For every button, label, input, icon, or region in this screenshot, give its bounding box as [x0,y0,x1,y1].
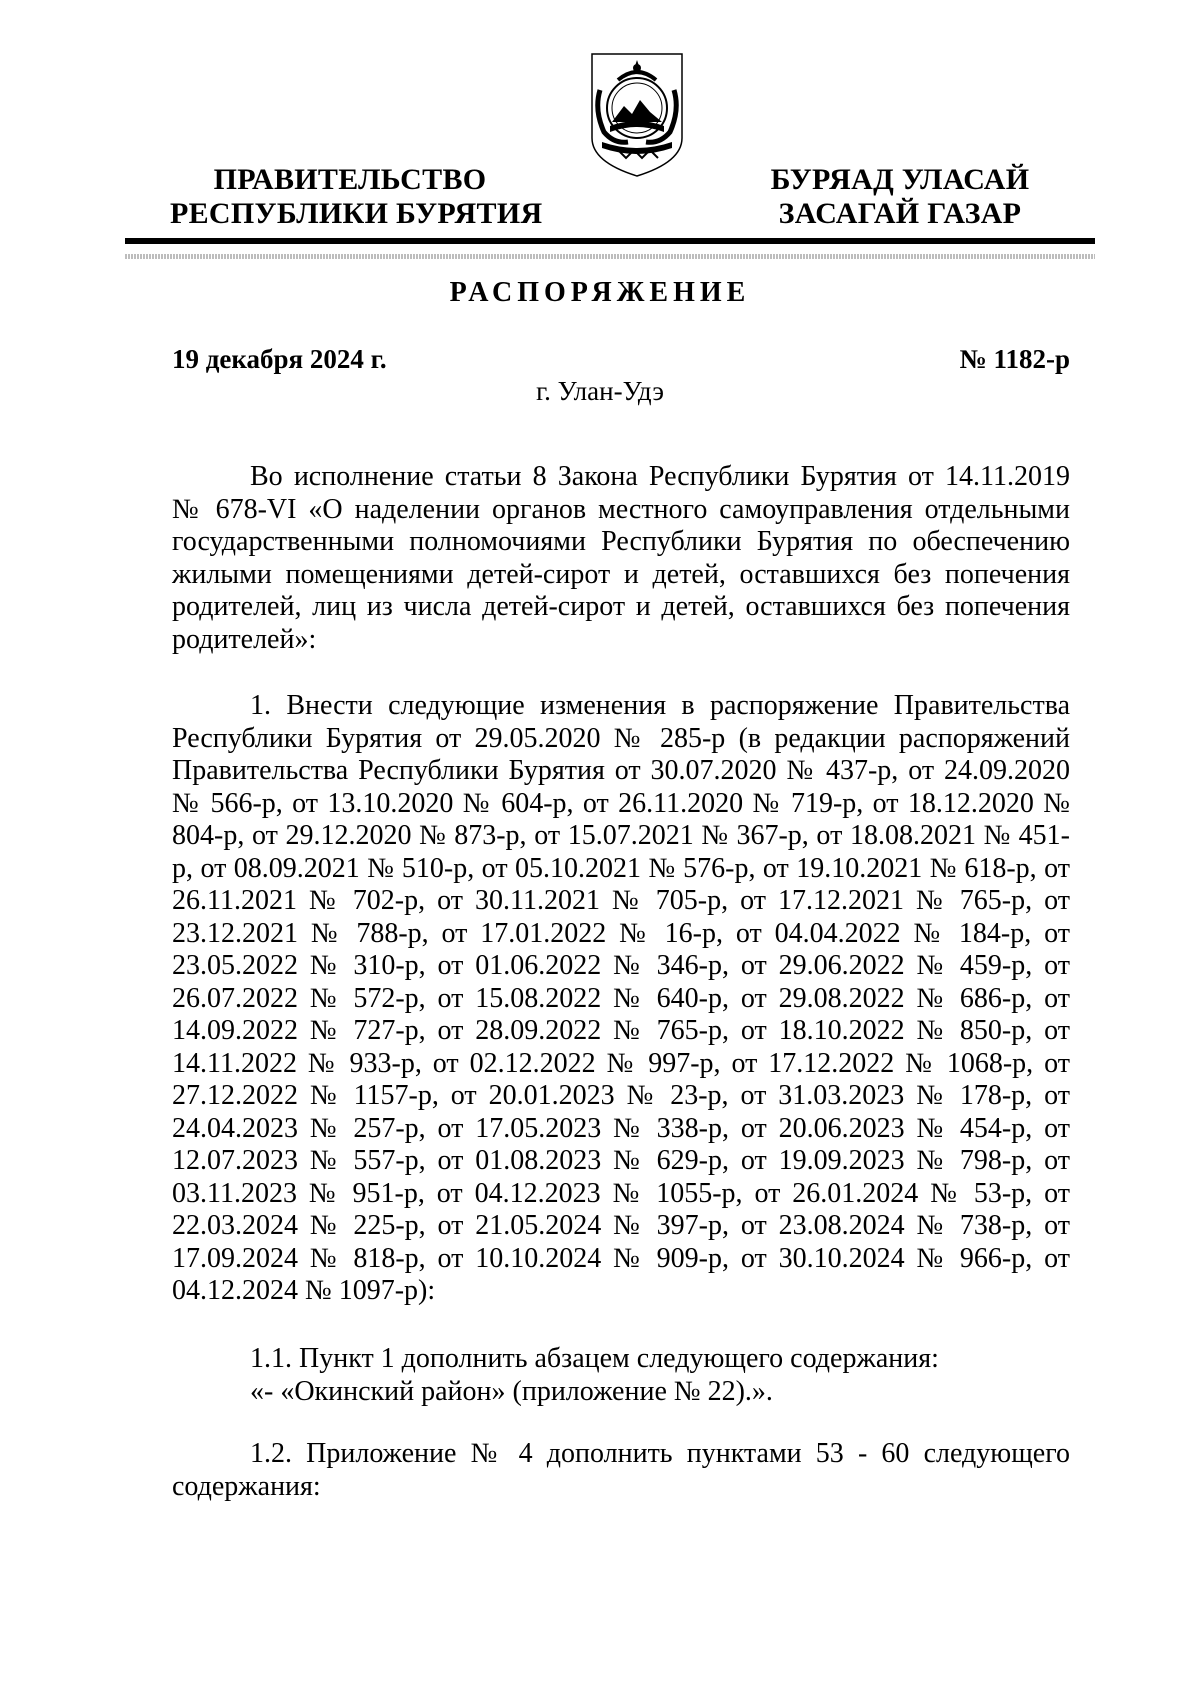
clause-1-1-text: 1.1. Пункт 1 дополнить абзацем следующего содержания: [250,1343,939,1374]
government-name-ru [170,163,543,231]
document-date: 19 декабря 2024 г. [172,344,387,374]
government-name-ru-line2: РЕСПУБЛИКИ БУРЯТИЯ [170,197,543,230]
clause-1-2 [172,1438,1070,1503]
coat-of-arms-icon [588,50,686,180]
preamble-paragraph [172,461,1070,656]
clause-1 [172,690,1070,1308]
document-type-title: РАСПОРЯЖЕНИЕ [449,277,751,308]
document-number: № 1182-р [959,344,1070,374]
clause-1-1 [172,1343,1070,1408]
government-name-bua-line1: БУРЯАД УЛАСАЙ [770,163,1030,196]
clause-1-1-quote: «- «Окинский район» (приложение № 22).». [250,1375,773,1407]
preamble-text: Во исполнение статьи 8 Закона Республики Бурятия от 14.11.2019 № 678-VI «О наделении органов местного самоуправления отдельными государственными полномочиями Республики Бурятия по обеспечению жилыми помещениями детей-сирот и детей, оставшихся без попечения родителей, лиц из числа детей-сирот и детей, оставшихся без попечения родителей»: [172,461,1070,655]
clause-1-text: 1. Внести следующие изменения в распоряжение Правительства Республики Бурятия от 29.05.2020 № 285-р (в редакции распоряжений Правительства Республики Бурятия от 30.07.2020 № 437-р, от 24.09.2020 № 566-р, от 13.10.2020 № 604-р, от 26.11.2020 № 719-р, от 18.12.2020 № 804-р, от 29.12.2020 № 873-р, от 15.07.2021 № 367-р, от 18.08.2021 № 451-р, от 08.09.2021 № 510-р, от 05.10.2021 № 576-р, от 19.10.2021 № 618-р, от 26.11.2021 № 702-р, от 30.11.2021 № 705-р, от 17.12.2021 № 765-р, от 23.12.2021 № 788-р, от 17.01.2022 № 16-р, от 04.04.2022 № 184-р, от 23.05.2022 № 310-р, от 01.06.2022 № 346-р, от 29.06.2022 № 459-р, от 26.07.2022 № 572-р, от 15.08.2022 № 640-р, от 29.08.2022 № 686-р, от 14.09.2022 № 727-р, от 28.09.2022 № 765-р, от 18.10.2022 № 850-р, от 14.11.2022 № 933-р, от 02.12.2022 № 997-р, от 17.12.2022 № 1068-р, от 27.12.2022 № 1157-р, от 20.01.2023 № 23-р, от 31.03.2023 № 178-р, от 24.04.2023 № 257-р, от 17.05.2023 № 338-р, от 20.06.2023 № 454-р, от 12.07.2023 № 557-р, от 01.08.2023 № 629-р, от 19.09.2023 № 798-р, от 03.11.2023 № 951-р, от 04.12.2023 № 1055-р, от 26.01.2024 № 53-р, от 22.03.2024 № 225-р, от 21.05.2024 № 397-р, от 23.08.2024 № 738-р, от 17.09.2024 № 818-р, от 10.10.2024 № 909-р, от 30.10.2024 № 966-р, от 04.12.2024 № 1097-р): [172,690,1070,1306]
header-divider-thick [125,238,1095,244]
document-city: г. Улан-Удэ [536,376,664,406]
government-name-bua-line2: ЗАСАГАЙ ГАЗАР [778,197,1022,230]
header-divider-thin [125,254,1095,259]
government-name-ru-line1: ПРАВИТЕЛЬСТВО [213,163,487,196]
clause-1-2-text: 1.2. Приложение № 4 дополнить пунктами 53 - 60 следующего содержания: [172,1438,1070,1502]
government-name-bua [745,163,1055,231]
